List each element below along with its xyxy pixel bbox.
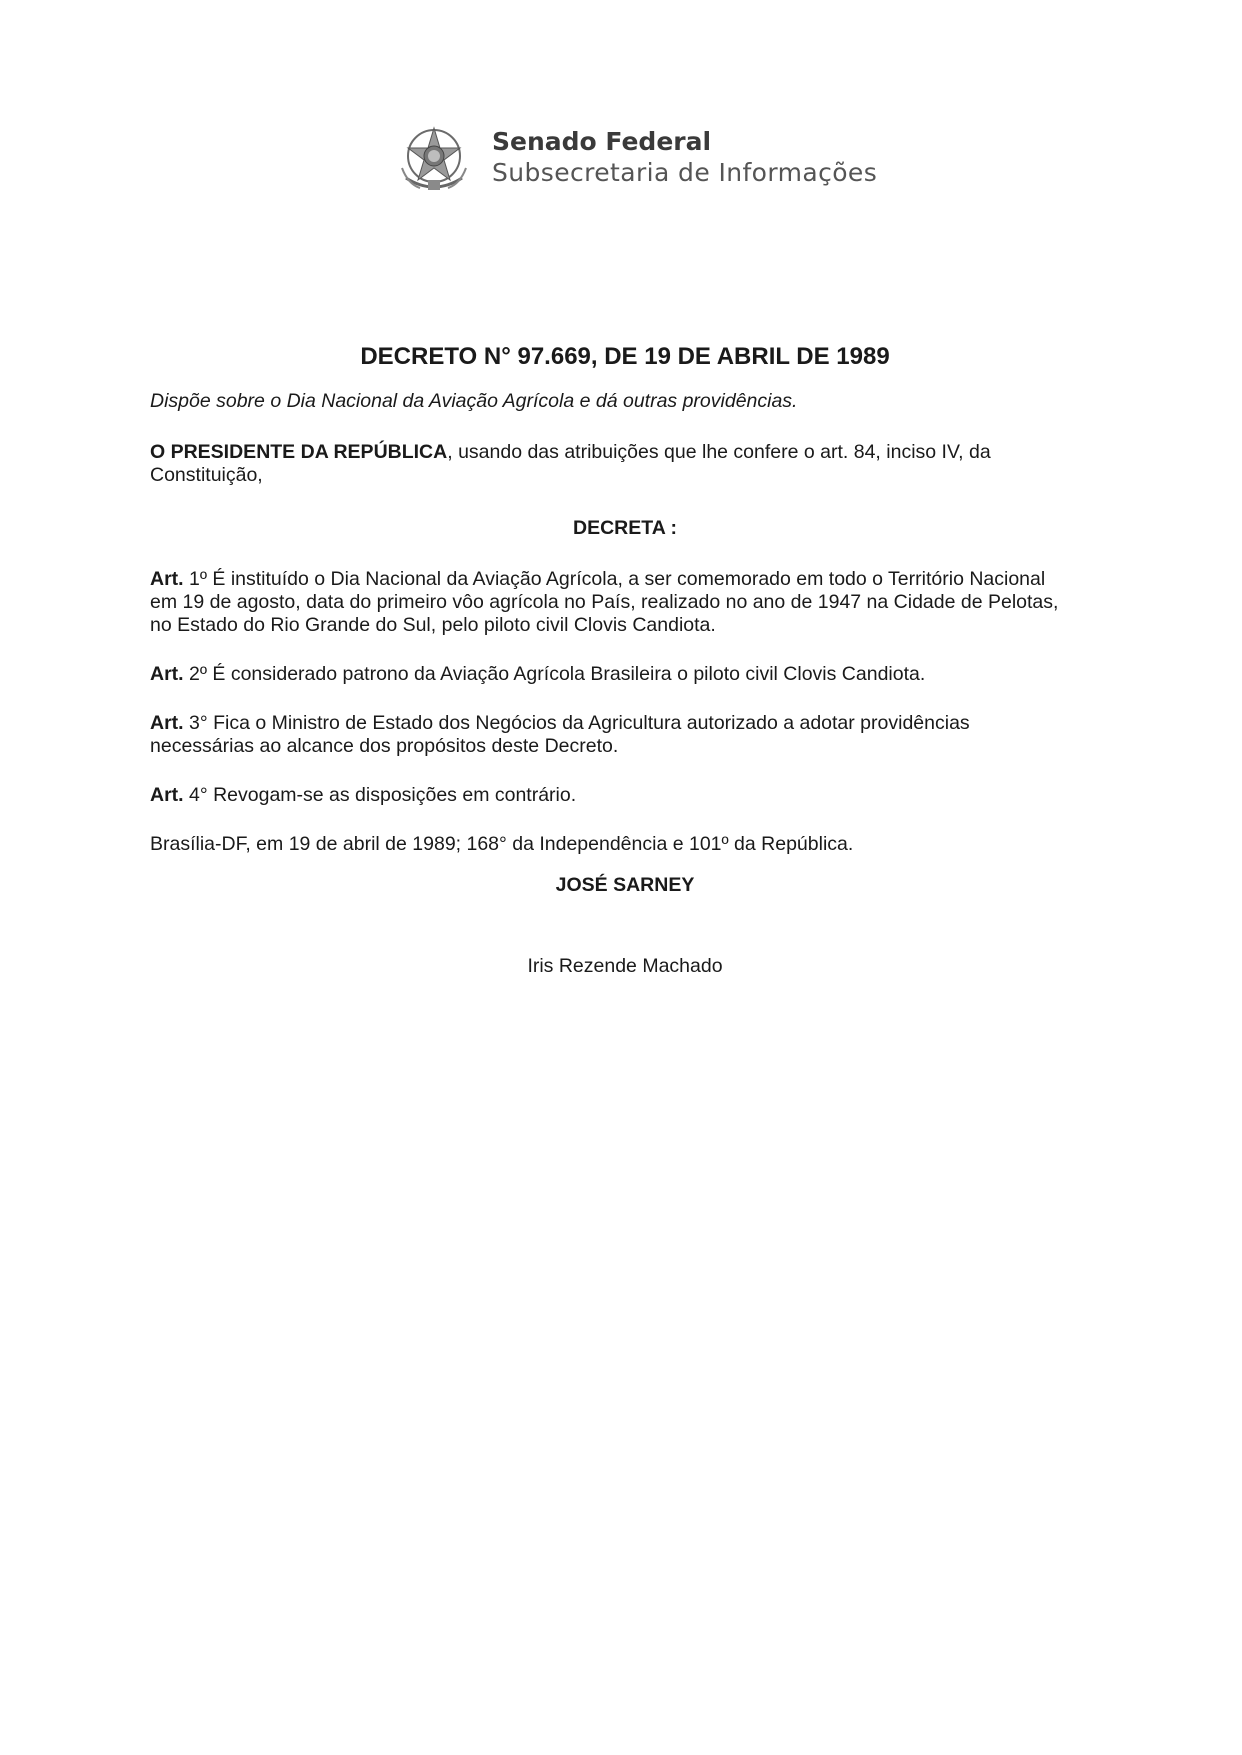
decree-closing: Brasília-DF, em 19 de abril de 1989; 168° da Independência e 101º da República.: [150, 833, 854, 855]
org-subtitle: Subsecretaria de Informações: [492, 158, 878, 187]
cosigner-name: Iris Rezende Machado: [527, 955, 723, 977]
article-text: 3° Fica o Ministro de Estado dos Negócios da Agricultura autorizado a adotar providências necessárias ao alcance dos propósitos deste Decreto.: [150, 712, 970, 757]
article-text: 1º É instituído o Dia Nacional da Aviação Agrícola, a ser comemorado em todo o Território Nacional em 19 de agosto, data do primeiro vôo agrícola no País, realizado no ano de 1947 na Cidade de Pelotas, no Estado do Rio Grande do Sul, pelo piloto civil Clovis Candiota.: [150, 568, 1059, 636]
decree-body: [150, 345, 1060, 978]
article-3: [150, 712, 1060, 758]
signer-name: JOSÉ SARNEY: [555, 874, 695, 896]
letterhead-text: [492, 127, 877, 189]
article-label: Art.: [150, 568, 184, 590]
letterhead: [394, 118, 877, 198]
article-label: Art.: [150, 784, 184, 806]
article-4: [150, 784, 1060, 807]
preamble-text: , usando das atribuições que lhe confere o art. 84, inciso IV, da Constituição,: [150, 441, 991, 486]
article-label: Art.: [150, 663, 184, 685]
decree-ementa: Dispõe sobre o Dia Nacional da Aviação Agrícola e dá outras providências.: [150, 390, 798, 412]
decree-title: DECRETO N° 97.669, DE 19 DE ABRIL DE 1989: [360, 343, 890, 370]
article-1: [150, 568, 1060, 637]
article-label: Art.: [150, 712, 184, 734]
decreta-heading: DECRETA :: [573, 517, 677, 539]
preamble-authority: O PRESIDENTE DA REPÚBLICA: [150, 441, 448, 463]
article-text: 4° Revogam-se as disposições em contrário.: [183, 784, 577, 806]
article-2: [150, 663, 1060, 686]
article-text: 2º É considerado patrono da Aviação Agrícola Brasileira o piloto civil Clovis Candiota.: [183, 663, 926, 685]
brasao-republica-icon: [394, 118, 474, 198]
decree-preamble: [150, 441, 1060, 487]
org-name: Senado Federal: [492, 127, 712, 156]
